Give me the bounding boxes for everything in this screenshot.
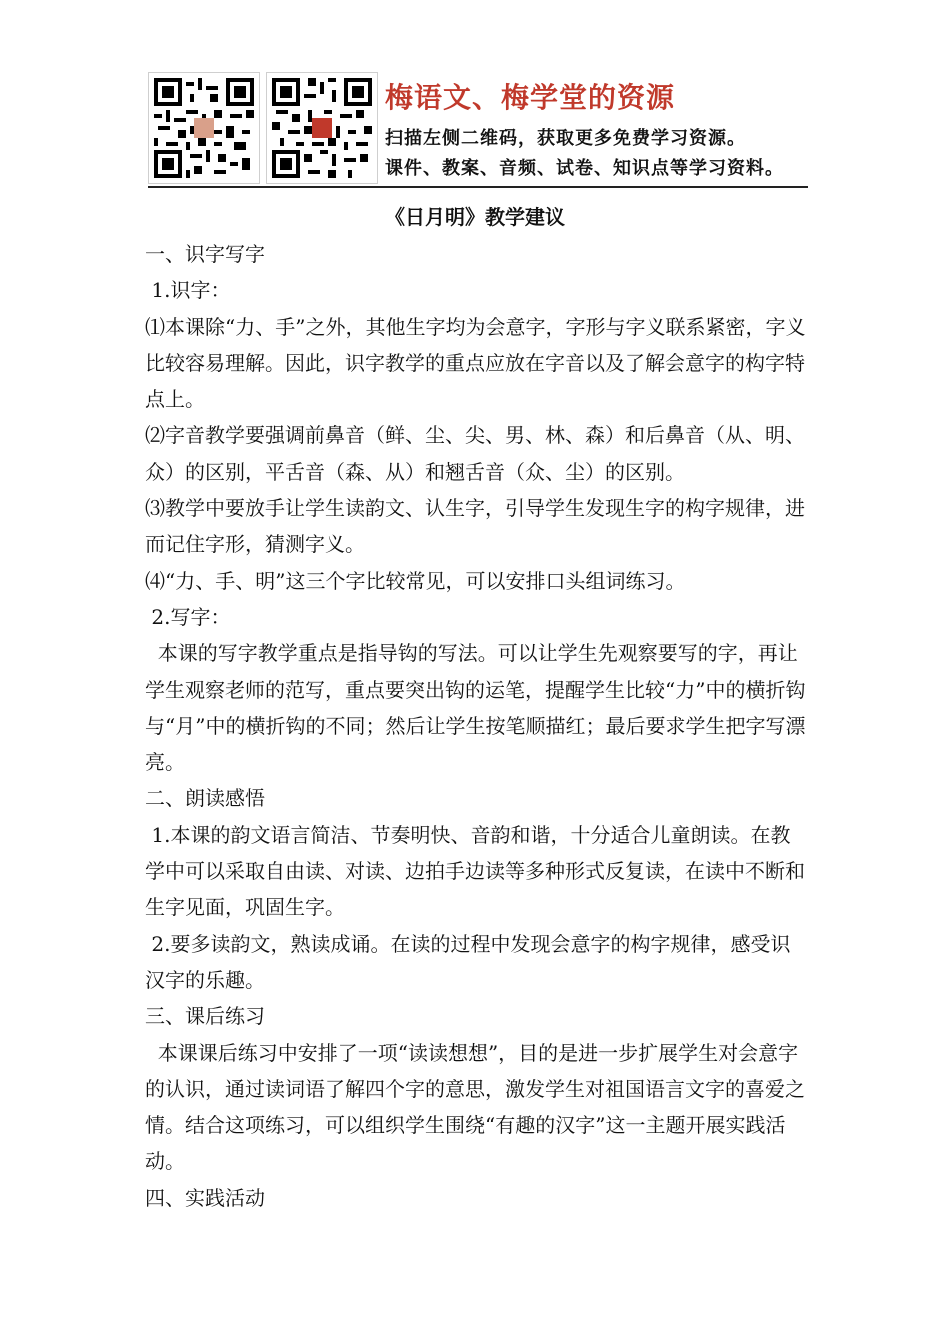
subsection-heading: 1.识字：: [145, 278, 231, 303]
document-title: 《日月明》教学建议: [385, 205, 565, 229]
section-heading: 四、实践活动: [145, 1185, 265, 1210]
paragraph: ⑵字音教学要强调前鼻音（鲜、尘、尖、男、林、森）和后鼻音（从、明、众）的区别，平舌音（森、从）和翘舌音（众、尘）的区别。: [145, 423, 805, 484]
paragraph: 本课课后练习中安排了一项“读读想想”，目的是进一步扩展学生对会意字的认识，通过读词语了解四个字的意思，激发学生对祖国语言文字的喜爱之情。结合这项练习，可以组织学生围绕“有趣的汉字”这一主题开展实践活动。: [145, 1040, 805, 1174]
qr-code-image[interactable]: [148, 72, 260, 184]
banner-title: 梅语文、梅学堂的资源: [385, 81, 676, 114]
banner-divider: [148, 186, 808, 188]
qr-code-icon: [272, 78, 372, 178]
subsection-heading: 2.写字：: [145, 604, 231, 629]
section-heading: 三、课后练习: [145, 1004, 265, 1029]
banner-tagline: 扫描左侧二维码，获取更多免费学习资源。: [385, 128, 746, 149]
paragraph: ⑶教学中要放手让学生读韵文、认生字，引导学生发现生字的构字规律，进而记住字形，猜测字义。: [145, 496, 805, 557]
paragraph: ⑴本课除“力、手”之外，其他生字均为会意字，字形与字义联系紧密，字义比较容易理解。因此，识字教学的重点应放在字音以及了解会意字的构字特点上。: [145, 314, 806, 412]
paragraph: ⑷“力、手、明”这三个字比较常见，可以安排口头组词练习。: [145, 568, 686, 593]
document-body: [145, 236, 810, 1216]
qr-code-image[interactable]: [266, 72, 378, 184]
qr-code-icon: [154, 78, 254, 178]
paragraph: 2.要多读韵文，熟读成诵。在读的过程中发现会意字的构字规律，感受识汉字的乐趣。: [145, 931, 791, 992]
resource-banner: [148, 72, 808, 190]
section-heading: 一、识字写字: [145, 242, 265, 266]
paragraph: 1.本课的韵文语言简洁、节奏明快、音韵和谐，十分适合儿童朗读。在教学中可以采取自由读、对读、边拍手边读等多种形式反复读，在读中不断和生字见面，巩固生字。: [145, 822, 805, 920]
banner-tagline: 课件、教案、音频、试卷、知识点等学习资料。: [385, 158, 784, 179]
section-heading: 二、朗读感悟: [145, 786, 265, 811]
paragraph: 本课的写字教学重点是指导钩的写法。可以让学生先观察要写的字，再让学生观察老师的范写，重点要突出钩的运笔，提醒学生比较“力”中的横折钩与“月”中的横折钩的不同；然后让学生按笔顺描红；最后要求学生把字写漂亮。: [145, 641, 806, 775]
